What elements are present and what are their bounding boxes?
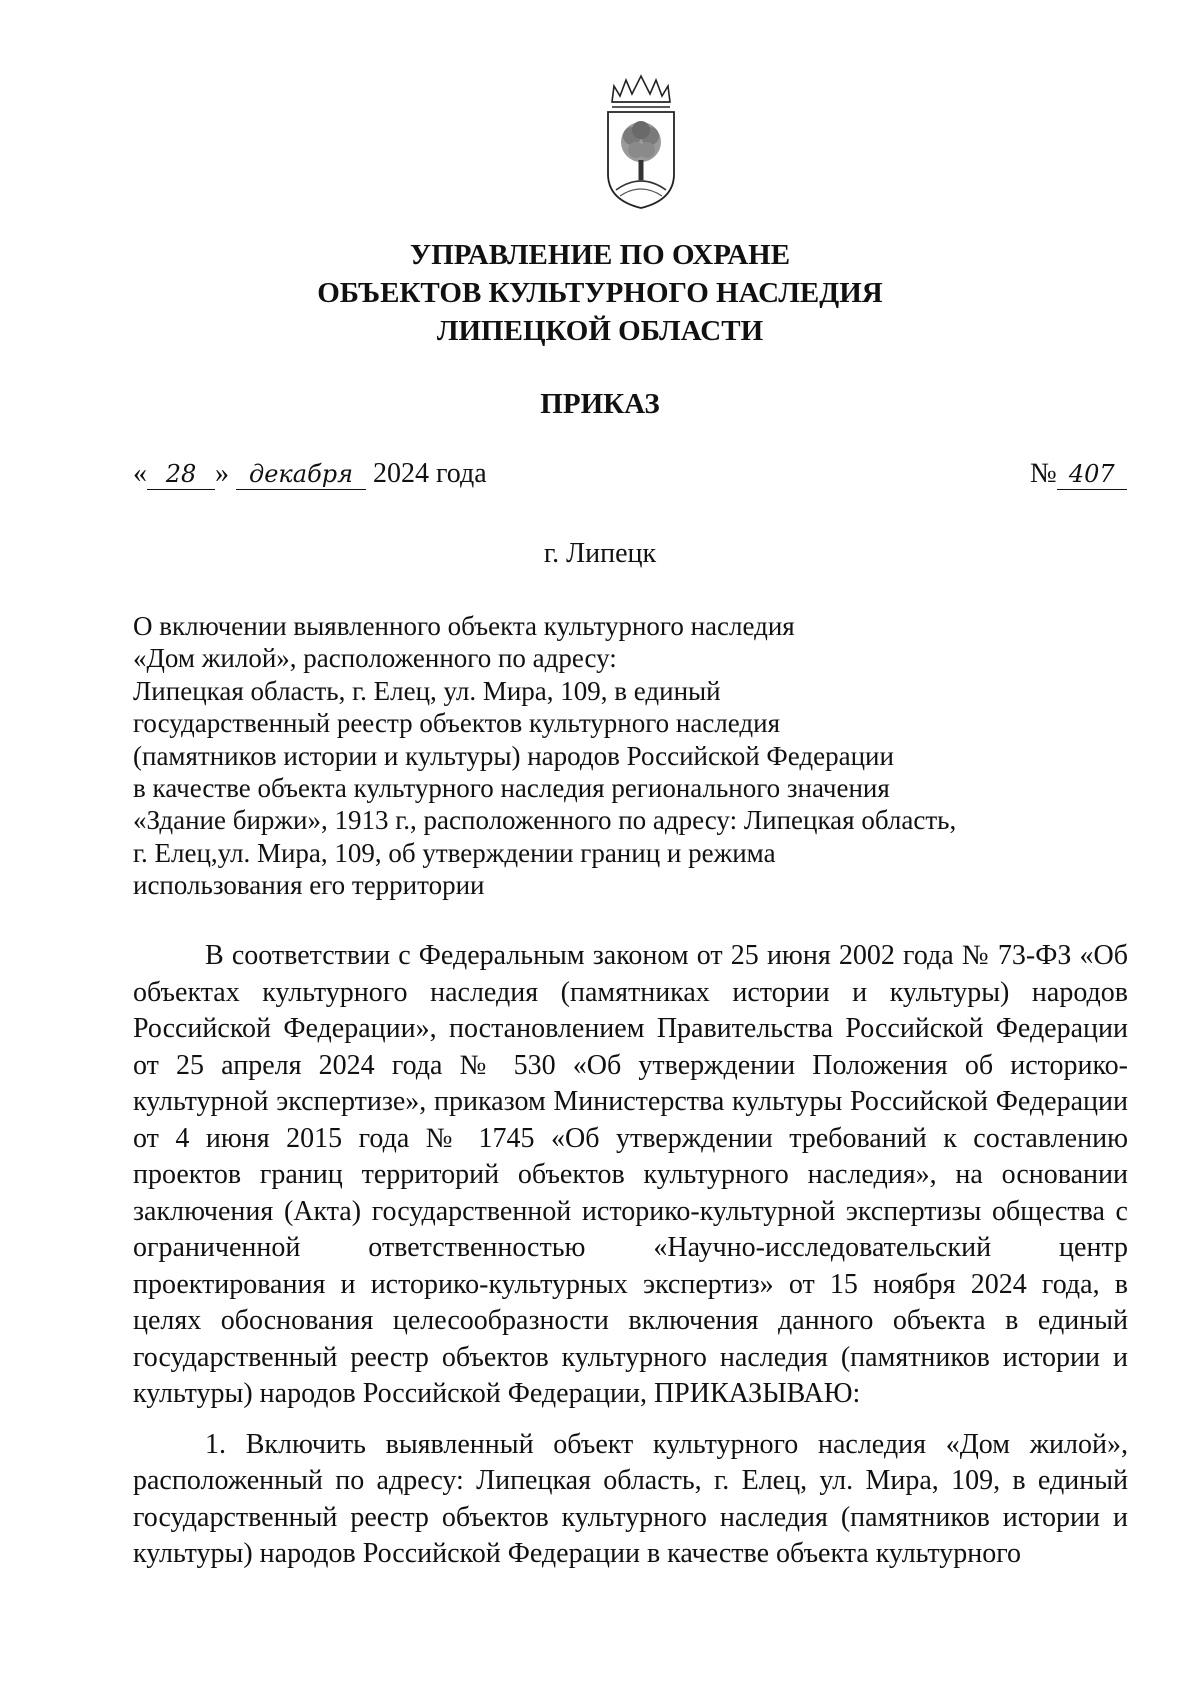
- clause-1-paragraph: 1. Включить выявленный объект культурного наследия «Дом жилой», расположенный по адресу: Липецкая область, г. Елец, ул. Мира, 109, в единый государственный реестр объектов культурного наследия (памятников истории и культуры) народов Российской Федерации в качестве объекта культурного: [133, 1428, 1128, 1569]
- preamble-paragraph: В соответствии с Федеральным законом от 25 июня 2002 года № 73-ФЗ «Об объектах культурного наследия (памятниках истории и культуры) народов Российской Федерации», постановлением Правительства Российской Федерации от 25 апреля 2024 года № 530 «Об утверждении Положения об историко-культурной экспертизе», приказом Министерства культуры Российской Федерации от 4 июня 2015 года № 1745 «Об утверждении требований к составлению проектов границ территорий объектов культурного наследия», на основании заключения (Акта) государственной историко-культурной экспертизы общества с ограниченной ответственностью «Научно-исследовательский центр проектирования и историко-культурных экспертиз» от 15 ноября 2024 года, в целях обоснования целесообразности включения данного объекта в единый государственный реестр объектов культурного наследия (памятников истории и культуры) народов Российской Федерации, ПРИКАЗЫВАЮ:: [133, 940, 1128, 1409]
- document-type-title: ПРИКАЗ: [540, 388, 660, 420]
- order-subject: [133, 610, 1053, 902]
- subject-line: «Дом жилой», расположенного по адресу:: [133, 643, 617, 674]
- date-close-quote: »: [215, 458, 229, 489]
- organization-header: [0, 236, 1200, 350]
- document-number: [1030, 456, 1127, 492]
- order-body: [133, 938, 1128, 1587]
- coat-of-arms-emblem: [602, 72, 680, 212]
- number-value-handwritten: 407: [1057, 459, 1127, 490]
- subject-line: «Здание биржи», 1913 г., расположенного по адресу: Липецкая область,: [133, 805, 957, 836]
- document-date: [133, 456, 487, 492]
- header-line-2: ОБЪЕКТОВ КУЛЬТУРНОГО НАСЛЕДИЯ: [317, 277, 883, 309]
- subject-line: использования его территории: [133, 870, 485, 901]
- date-year: 2024 года: [373, 458, 487, 489]
- date-open-quote: «: [133, 458, 147, 489]
- date-month-handwritten: декабря: [236, 459, 366, 490]
- subject-line: государственный реестр объектов культурного наследия: [133, 708, 781, 739]
- subject-line: г. Елец,ул. Мира, 109, об утверждении границ и режима: [133, 837, 776, 868]
- subject-line: Липецкая область, г. Елец, ул. Мира, 109, в единый: [133, 675, 721, 706]
- subject-line: в качестве объекта культурного наследия регионального значения: [133, 773, 890, 804]
- header-line-1: УПРАВЛЕНИЕ ПО ОХРАНЕ: [409, 239, 791, 271]
- issue-city: г. Липецк: [543, 538, 657, 569]
- subject-line: (памятников истории и культуры) народов Российской Федерации: [133, 740, 894, 771]
- number-label: №: [1030, 458, 1057, 489]
- subject-line: О включении выявленного объекта культурного наследия: [133, 611, 795, 641]
- date-day-handwritten: 28: [147, 459, 215, 490]
- header-line-3: ЛИПЕЦКОЙ ОБЛАСТИ: [436, 315, 764, 347]
